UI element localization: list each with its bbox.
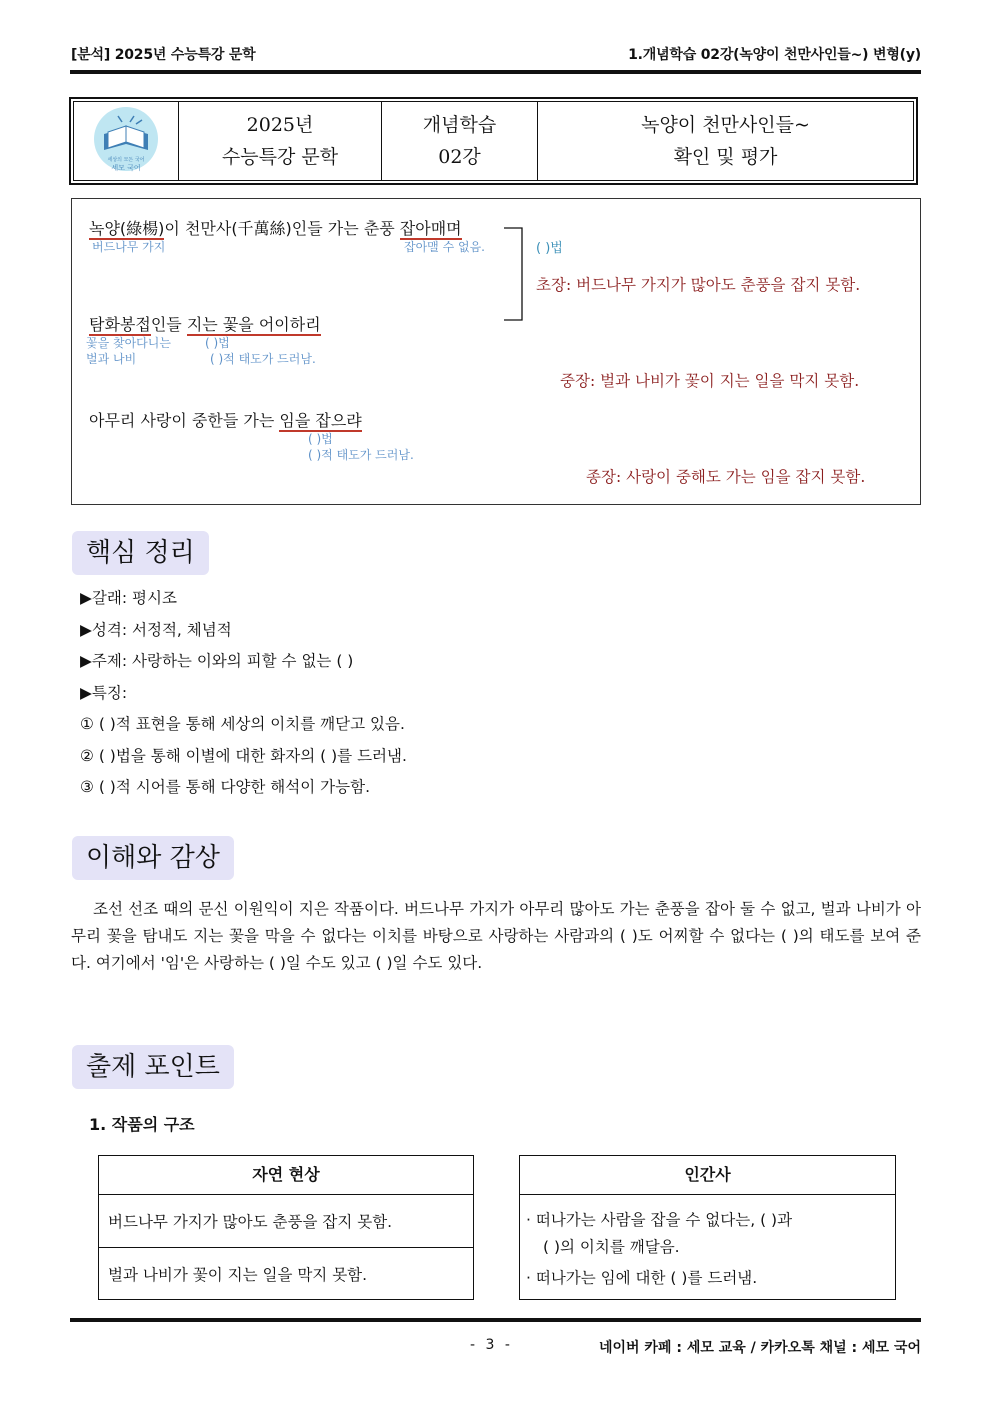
note-bees-butterflies: 벌과 나비 [86,352,137,366]
core-features-label: ▶특징: [80,684,128,702]
jongjang-summary: 종장: 사랑이 중해도 가는 임을 잡지 못함. [586,468,866,486]
title-subtitle: 확인 및 평가 [673,146,778,168]
header-right: 1.개념학습 02강(녹양이 천만사인들~) 변형(y) [628,47,921,63]
chojang-summary: 초장: 버드나무 가지가 많아도 춘풍을 잡지 못함. [536,276,861,294]
title-col-lesson [382,102,538,180]
note-bracket-method: ( )법 [536,241,563,256]
human-body [520,1195,895,1292]
nature-table [98,1155,474,1300]
note-seeking-flowers: 꽃을 찾아다니는 [86,336,171,350]
note-cannot-tie: 잡아맬 수 없음. [404,240,485,254]
footer-rule [70,1318,921,1322]
note-willow: 버드나무 가지 [92,240,166,254]
logo-caption: 세모 국어 [111,164,141,172]
title-lesson-number: 02강 [438,146,481,168]
human-row-1-cont: ( )의 이치를 깨달음. [543,1238,680,1256]
human-head: 인간사 [520,1156,895,1195]
nature-row-2: 벌과 나비가 꽃이 지는 일을 막지 못함. [108,1266,368,1284]
note-line3-method: ( )법 [308,432,333,446]
title-work: 녹양이 천만사인들~ [641,114,810,136]
core-summary-title: 핵심 정리 [72,531,209,575]
title-book: 수능특강 문학 [221,146,339,168]
poem-line-3: 아무리 사랑이 중한들 가는 임을 잡으랴 [89,411,362,430]
title-col-work [538,102,913,180]
bracket [500,224,526,324]
jungjang-summary: 중장: 벌과 나비가 꽃이 지는 일을 막지 못함. [560,372,860,390]
core-feature-2: ② ( )법을 통해 이별에 대한 화자의 ( )를 드러냄. [80,747,407,765]
core-feature-3: ③ ( )적 시어를 통해 다양한 해석이 가능함. [80,778,371,796]
title-lesson-type: 개념학습 [422,114,497,136]
human-row-1: · 떠나가는 사람을 잡을 수 없다는, ( )과 [526,1211,793,1229]
header-left: [분석] 2025년 수능특강 문학 [71,47,256,63]
structure-subtitle: 1. 작품의 구조 [89,1115,195,1134]
poem-line-2: 탐화봉접인들 지는 꽃을 어이하리 [89,315,321,334]
note-line2-method: ( )법 [205,336,230,350]
header-rule [70,70,921,74]
exam-point-title: 출제 포인트 [72,1045,234,1089]
footer-text: 네이버 카페 : 세모 교육 / 카카오톡 채널 : 세모 국어 [598,1340,921,1356]
core-character: ▶성격: 서정적, 체념적 [80,621,232,639]
appreciation-title: 이해와 감상 [72,836,234,880]
nature-row-1: 버드나무 가지가 많아도 춘풍을 잡지 못함. [99,1195,473,1248]
note-line3-attitude: ( )적 태도가 드러남. [308,448,414,462]
page-number: - 3 - [470,1337,513,1353]
human-row-2: · 떠나가는 임에 대한 ( )를 드러냄. [526,1269,758,1287]
logo-subcaption: 세상의 모든 국어 [107,157,145,163]
book-logo-icon [86,106,166,176]
title-col-book [179,102,382,180]
core-theme: ▶주제: 사랑하는 이와의 피할 수 없는 ( ) [80,652,354,670]
nature-head: 자연 현상 [99,1156,473,1195]
logo-cell [74,102,179,180]
core-feature-1: ① ( )적 표현을 통해 세상의 이치를 깨닫고 있음. [80,715,405,733]
note-line2-attitude: ( )적 태도가 드러남. [210,352,316,366]
poem-line-1: 녹양(綠楊)이 천만사(千萬絲)인들 가는 춘풍 잡아매며 [89,219,462,238]
title-box [69,97,918,185]
poem-analysis-box [71,198,921,505]
core-genre: ▶갈래: 평시조 [80,589,177,607]
human-table [519,1155,896,1300]
title-year: 2025년 [246,114,314,136]
appreciation-paragraph: 조선 선조 때의 문신 이원익이 지은 작품이다. 버드나무 가지가 아무리 많아도 가는 춘풍을 잡아 둘 수 없고, 벌과 나비가 아무리 꽃을 탐내도 지는 꽃을 막을 수 없다는 이치를 바탕으로 사랑하는 사람과의 ( )도 어찌할 수 없다는 ( )의 태도를 보여 준다. 여기에서 '임'은 사랑하는 ( )일 수도 있고 ( )일 수도 있다. [71,900,921,972]
